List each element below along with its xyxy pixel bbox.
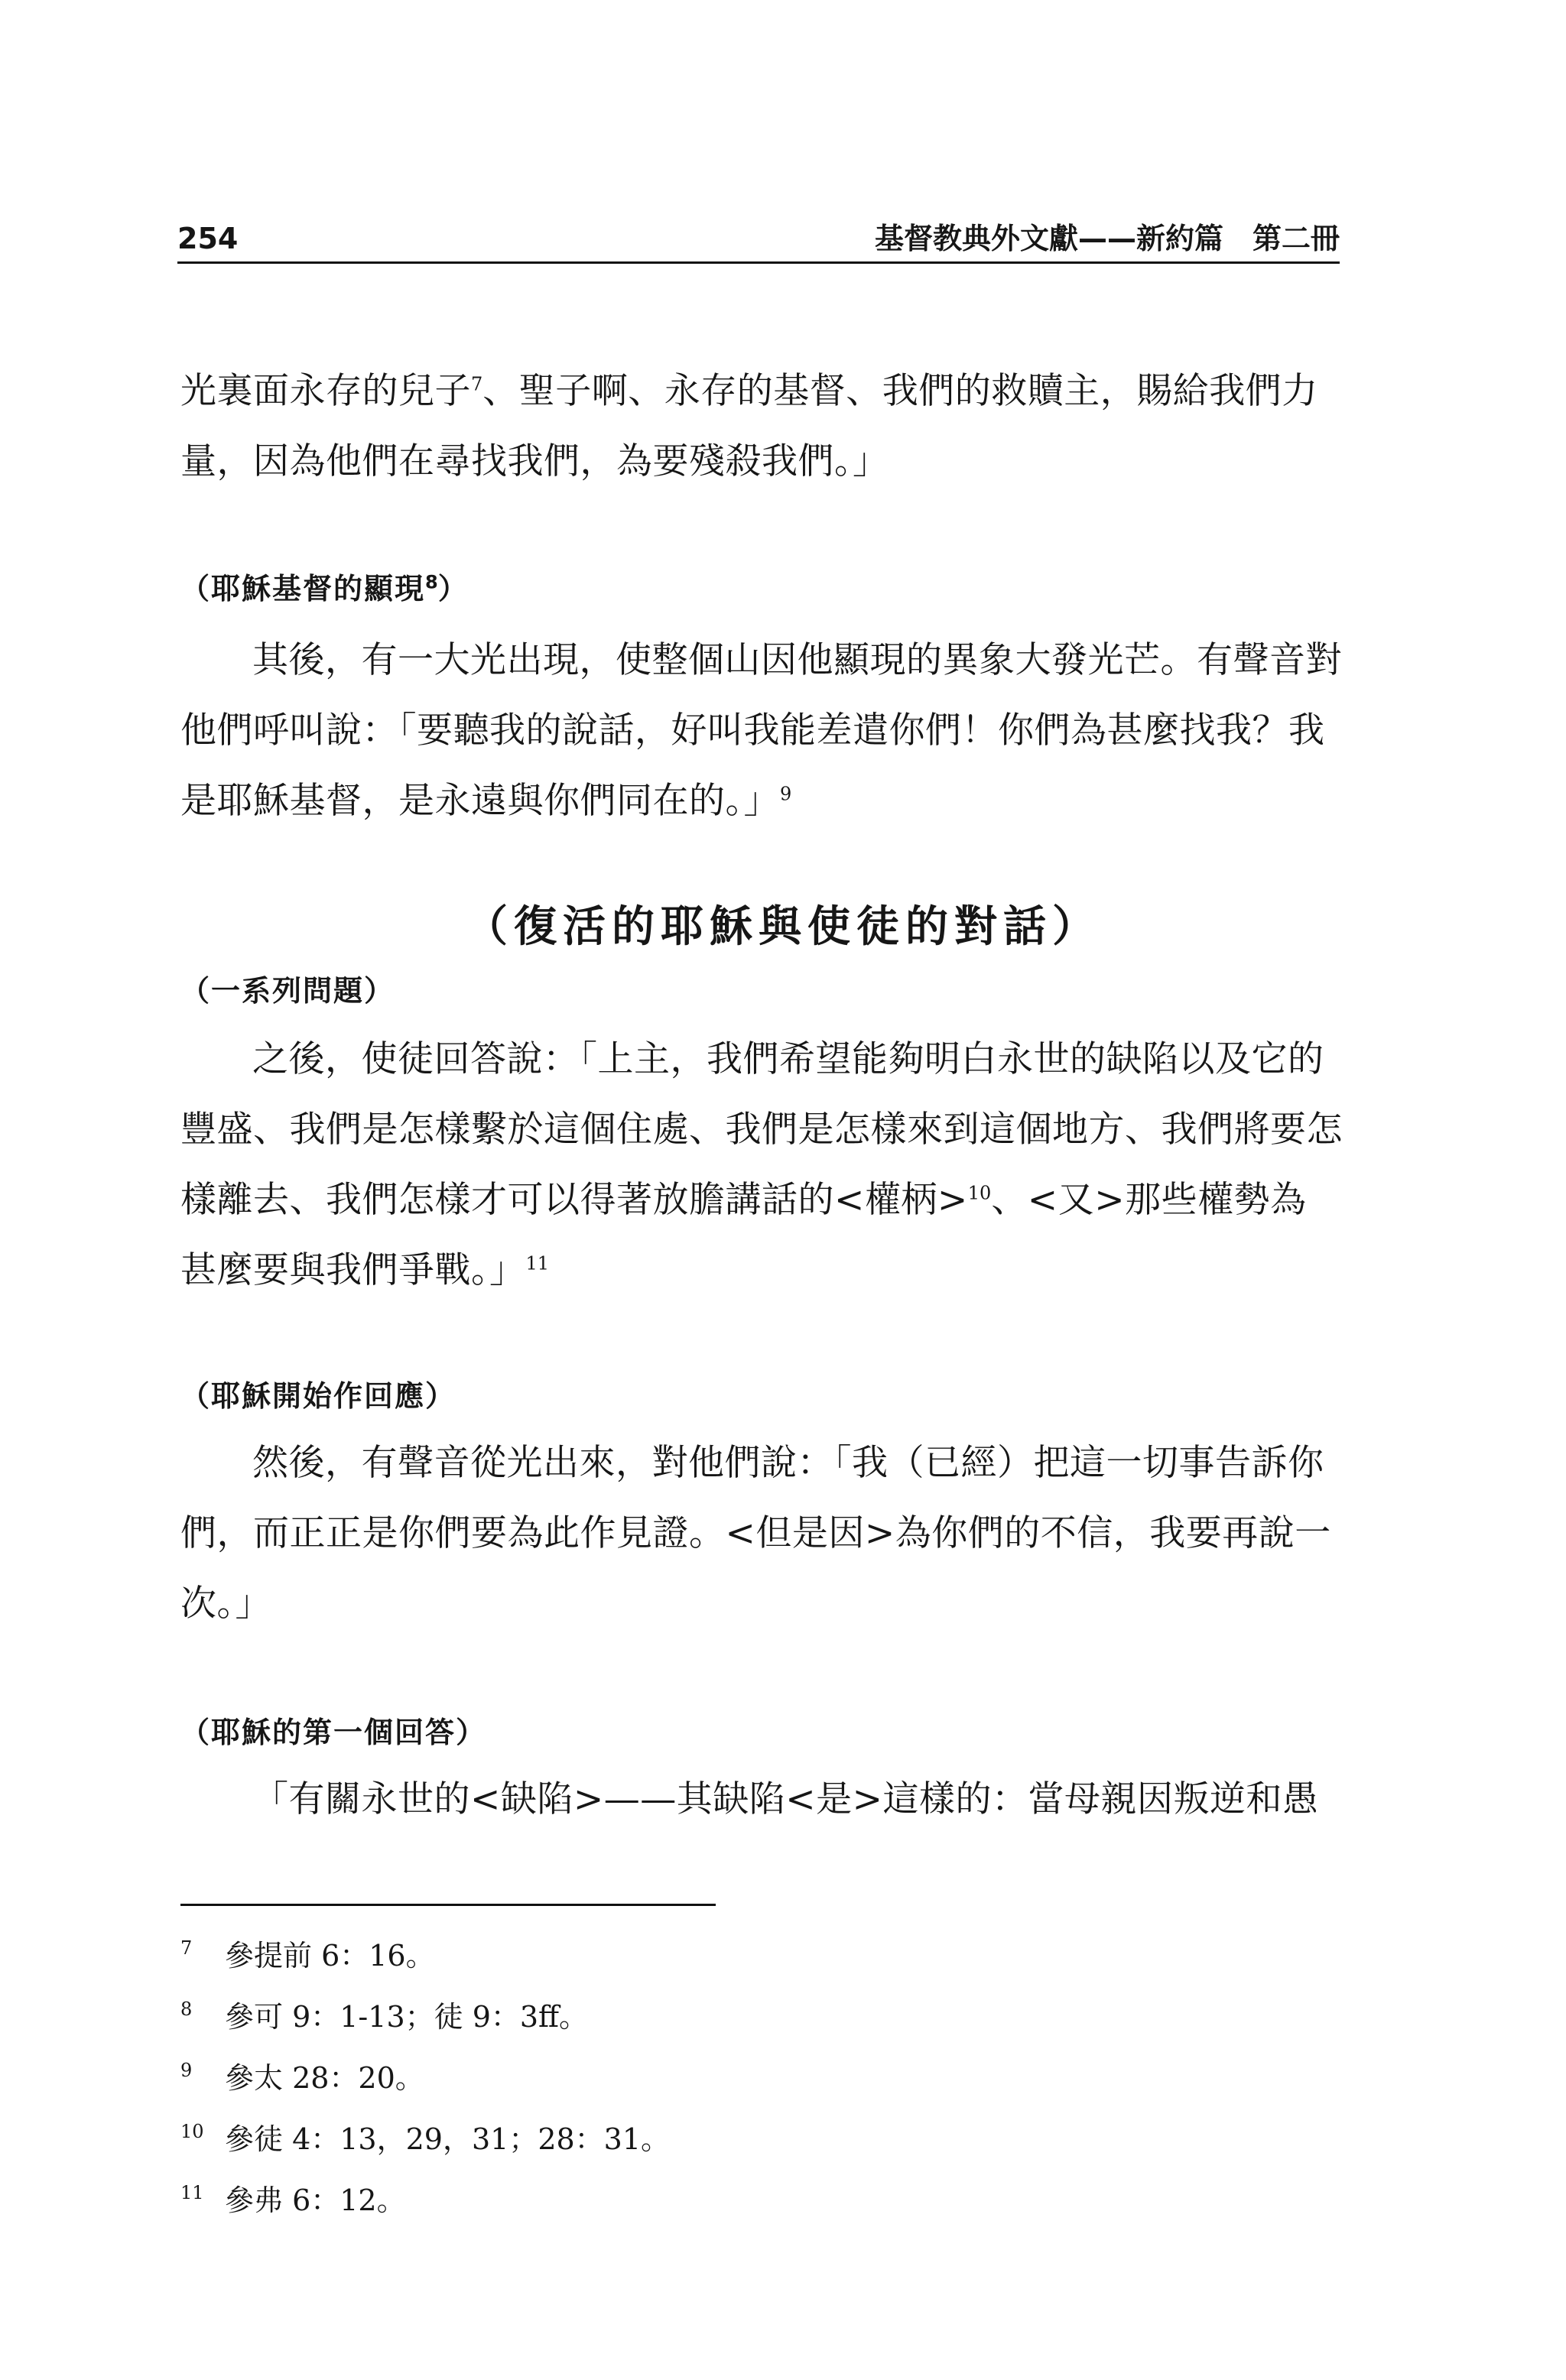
subheading-jesus-responds: （耶穌開始作回應） <box>180 1379 456 1413</box>
footnote-ref-10[interactable]: 10 <box>967 1182 992 1204</box>
footnote-8 <box>180 1994 1251 2040</box>
subheading-series-of-questions: （一系列問題） <box>180 974 395 1008</box>
footnote-number: 8 <box>180 1998 193 2020</box>
paragraph-1-text-b: 、聖子啊、永存的基督、我們的救贖主，賜給我們力量，因為他們在尋找我們，為要殘殺我們。」 <box>180 370 1318 482</box>
footnote-7 <box>180 1933 1251 1979</box>
subheading-1-text: （耶穌基督的顯現 <box>180 572 426 606</box>
paragraph-3 <box>180 1024 1343 1306</box>
paragraph-2-text: 其後，有一大光出現，使整個山因他顯現的異象大發光芒。有聲音對他們呼叫說：「要聽我的說話，好叫我能差遣你們！你們為甚麼找我？我是耶穌基督，是永遠與你們同在的。」 <box>180 639 1342 822</box>
paragraph-5: 「有關永世的<缺陷>——其缺陷<是>這樣的：當母親因叛逆和愚 <box>252 1778 1319 1820</box>
paragraph-3-text-a: 之後，使徒回答說：「上主，我們希望能夠明白永世的缺陷以及它的豐盛、我們是怎樣繫於這個住處、我們是怎樣來到這個地方、我們將要怎樣離去、我們怎樣才可以得著放膽講話的<權柄> <box>180 1038 1343 1221</box>
header-divider <box>177 261 1340 264</box>
section-heading: （復活的耶穌與使徒的對話） <box>465 901 1101 952</box>
footnote-number: 11 <box>180 2182 204 2203</box>
paragraph-1-text-a: 光裏面永存的兒子 <box>180 370 471 412</box>
footnote-number: 9 <box>180 2060 193 2081</box>
footnote-divider <box>180 1904 716 1906</box>
footnote-ref-7[interactable]: 7 <box>471 373 483 395</box>
footnote-ref-11[interactable]: 11 <box>525 1252 550 1274</box>
paragraph-2 <box>180 625 1343 836</box>
paragraph-1 <box>180 356 1343 497</box>
footnote-text: 參太 28：20。 <box>225 2061 424 2095</box>
footnote-number: 7 <box>180 1937 193 1959</box>
footnote-10 <box>180 2116 1251 2162</box>
subheading-1-close: ） <box>437 572 469 606</box>
page-header <box>177 217 1340 260</box>
paragraph-3-text-b: 、<又>那些權勢為甚麼要與我們爭戰。」 <box>180 1179 1307 1291</box>
paragraph-4: 然後，有聲音從光出來，對他們說：「我（已經）把這一切事告訴你們，而正正是你們要為此作見證。<但是因>為你們的不信，我要再說一次。」 <box>180 1442 1331 1625</box>
subheading-jesus-appearance <box>180 567 469 610</box>
subheading-first-answer: （耶穌的第一個回答） <box>180 1716 487 1749</box>
footnote-11 <box>180 2177 1251 2223</box>
footnote-text: 參提前 6：16。 <box>225 1939 435 1973</box>
footnote-9 <box>180 2055 1251 2101</box>
footnote-ref-8[interactable]: 8 <box>425 571 438 593</box>
footnote-number: 10 <box>180 2121 204 2142</box>
page-number: 254 <box>177 222 239 255</box>
footnote-text: 參徒 4：13，29，31；28：31。 <box>225 2122 671 2156</box>
running-title: 基督教典外文獻——新約篇 第二冊 <box>874 222 1340 255</box>
footnote-ref-9[interactable]: 9 <box>780 783 792 805</box>
footnote-text: 參可 9：1-13；徒 9：3ff。 <box>225 2000 589 2034</box>
footnote-text: 參弗 6：12。 <box>225 2184 406 2217</box>
